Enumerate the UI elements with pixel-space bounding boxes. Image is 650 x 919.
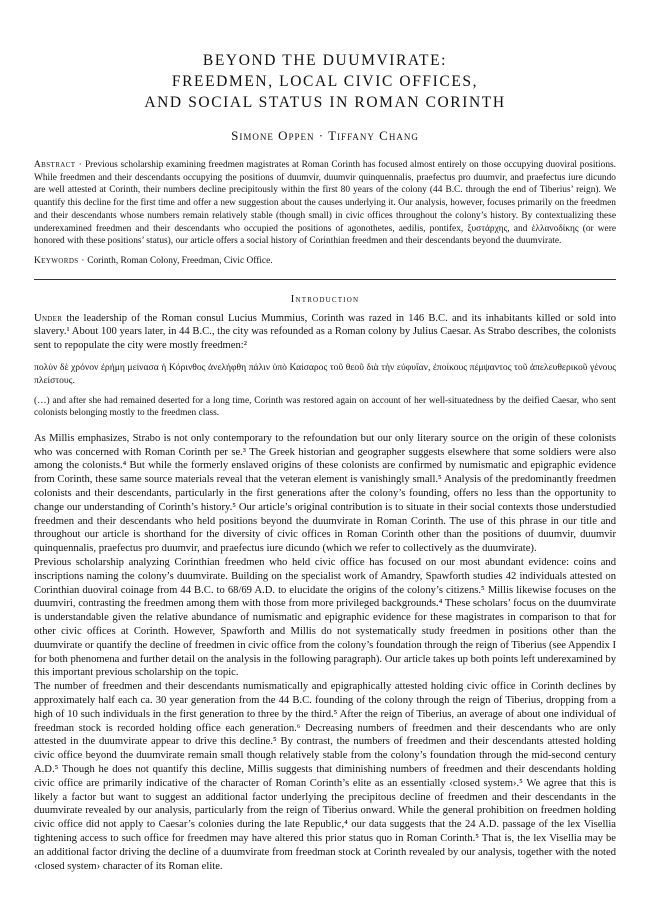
greek-quotation: πολὺν δὲ χρόνον ἐρήμη μείνασα ἡ Κόρινθος ἀνελήφθη πάλιν ὑπὸ Καίσαρος τοῦ θεοῦ διὰ τὴν εὐφυΐαν, ἐποίκους πέμψαντος τοῦ ἀπελευθερικοῦ γένους πλείστους.: [34, 362, 616, 386]
keywords-label: Keywords ·: [34, 255, 85, 266]
section-divider: [34, 279, 616, 280]
title-line-2: FREEDMEN, LOCAL CIVIC OFFICES,: [171, 73, 479, 90]
keywords-block: [34, 255, 616, 268]
paragraph-1-lead: Under: [34, 312, 63, 324]
title-line-3: AND SOCIAL STATUS IN ROMAN CORINTH: [144, 94, 506, 111]
quotation-translation: (…) and after she had remained deserted for a long time, Corinth was restored again on account of her well-situatedness by the deified Caesar, who sent colonists belonging mostly to the freedmen class.: [34, 395, 616, 419]
abstract-block: [34, 159, 616, 248]
title-line-1: BEYOND THE DUUMVIRATE:: [202, 52, 448, 69]
article-title: [34, 50, 616, 113]
abstract-label: Abstract ·: [34, 160, 83, 170]
article-page: [34, 50, 616, 873]
paragraph-1: [34, 312, 616, 353]
paragraph-4: The number of freedmen and their descendants numismatically and epigraphically attested holding civic office in Corinth declines by approximately half each ca. 30 year generation from the 44 B.C. founding of the colony through the reign of Tiberius, dropping from a high of 10 such individuals in the first generation to three by the third.⁵ After the reign of Tiberius, an average of about one individual of freedman stock is recorded holding office each generation.⁶ Decreasing numbers of freedmen and their descendants who are only attested in the duumvirate appear to drive this decline.⁵ By contrast, the numbers of freedmen and their descendants attested holding civic office beyond the duumvirate remain small though relatively stable from the colony’s foundation through the mid-second century A.D.⁵ Though he does not quantify this decline, Millis suggests that diminishing numbers of freedmen and their descendants holding civic office are primarily indicative of the character of Roman Corinth’s elite as an essentially ‹closed system›.⁵ We agree that this is likely a factor but want to suggest an additional factor underlying the precipitous decline of freedmen and their descendants in the duumvirate revealed by our analysis, particularly from the reign of Tiberius onward. While the general prohibition on freedmen holding civic office did not apply to Caesar’s colonies during the late Republic,⁴ our data suggests that the 24 A.D. passage of the lex Visellia tightening access to such office for freedmen may have altered this prior status quo in Roman Corinth.⁵ That is, the lex Visellia may be an additional factor driving the decline of a duumvirate from freedman stock at Corinth revealed by our analysis, together with the noted ‹closed system› character of its Roman elite.: [34, 681, 616, 872]
paragraph-1-text: the leadership of the Roman consul Lucius Mummius, Corinth was razed in 146 B.C. and its inhabitants killed or sold into slavery.¹ About 100 years later, in 44 B.C., the city was refounded as a Roman colony by Julius Caesar. As Strabo describes, the colonists sent to repopulate the city were mostly freedmen:²: [34, 312, 616, 352]
paragraph-2: As Millis emphasizes, Strabo is not only contemporary to the refoundation but our only literary source on the origin of these colonists who was concerned with Roman Corinth per se.³ The Greek historian and geographer suggests elsewhere that some soldiers were also among the colonists.⁴ But while the formerly enslaved origins of these colonists are confirmed by numismatic and epigraphic evidence from Corinth, these same source materials reveal that the veteran element is vanishingly small.⁵ Analysis of the predominantly freedmen colonists and their descendants, particularly in the first generations after the colony’s founding, offers no less than the opportunity to change our understanding of Corinth’s history.⁵ Our article’s original contribution is to situate in their social contexts those understudied freedmen and their descendants who held positions beyond the duumvirate in Roman Corinth. The use of this phrase in our title and throughout our article is shorthand for the diversity of civic offices in Roman Corinth other than the positions of duumvir, duumvir quinquennalis, praefectus pro duumvir, and praefectus iure dicundo (which we refer to collectively as the duumvirate).: [34, 432, 616, 555]
author-line: Simone Oppen · Tiffany Chang: [231, 128, 419, 143]
section-heading: Introduction: [290, 293, 360, 305]
keywords-text: Corinth, Roman Colony, Freedman, Civic Office.: [87, 255, 273, 266]
paragraph-3: Previous scholarship analyzing Corinthian freedmen who held civic office has focused on our most abundant evidence: coins and inscriptions naming the colony’s duumvirate. Building on the specialist work of Amandry, Spawforth studies 42 individuals attested on Corinthian duoviral coinage from 44 B.C. to 68/69 A.D. to elucidate the origins of the colony’s citizens.⁵ Millis likewise focuses on the duumviri, contrasting the freedmen among them with those from more privileged backgrounds.⁴ These scholars’ focus on the duumvirate is understandable given the relative abundance of numismatic and epigraphic evidence for these magistrates in comparison to that for other civic offices at Corinth. However, Spawforth and Millis do not systematically study freedmen in positions other than the duumvirate or quantify the decline of freedmen in civic office from the colony’s foundation through the reign of Tiberius (see Appendix I for both phenomena and further detail on the analysis in the following paragraph). Our article takes up both points left underexamined by this important previous scholarship on the topic.: [34, 556, 617, 679]
abstract-text: Previous scholarship examining freedmen magistrates at Roman Corinth has focused almost entirely on those occupying duoviral positions. While freedmen and their descendants occupying the positions of duumvir, duumvir quinquennalis, praefectus pro duumvir, and praefectus iure dicundo are well attested at Corinth, their numbers decline precipitously within the first 80 years of the colony (44 B.C. through the end of Tiberius’ reign). We quantify this decline for the first time and offer a new suggestion about the causes underlying it. Our analysis, however, focuses primarily on the freedmen and their descendants whose numbers remain relatively stable (though small) in civic offices throughout the colony’s history. By contextualizing these underexamined freedmen and their descendants who occupied the positions of agonothetes, aedilis, pontifex, ξυστάρχης, and ἑλλανοδίκης (or were honored with these positions’ status), our article offers a social history of Corinthian freedmen and their descendants beyond the duumvirate.: [34, 160, 617, 247]
